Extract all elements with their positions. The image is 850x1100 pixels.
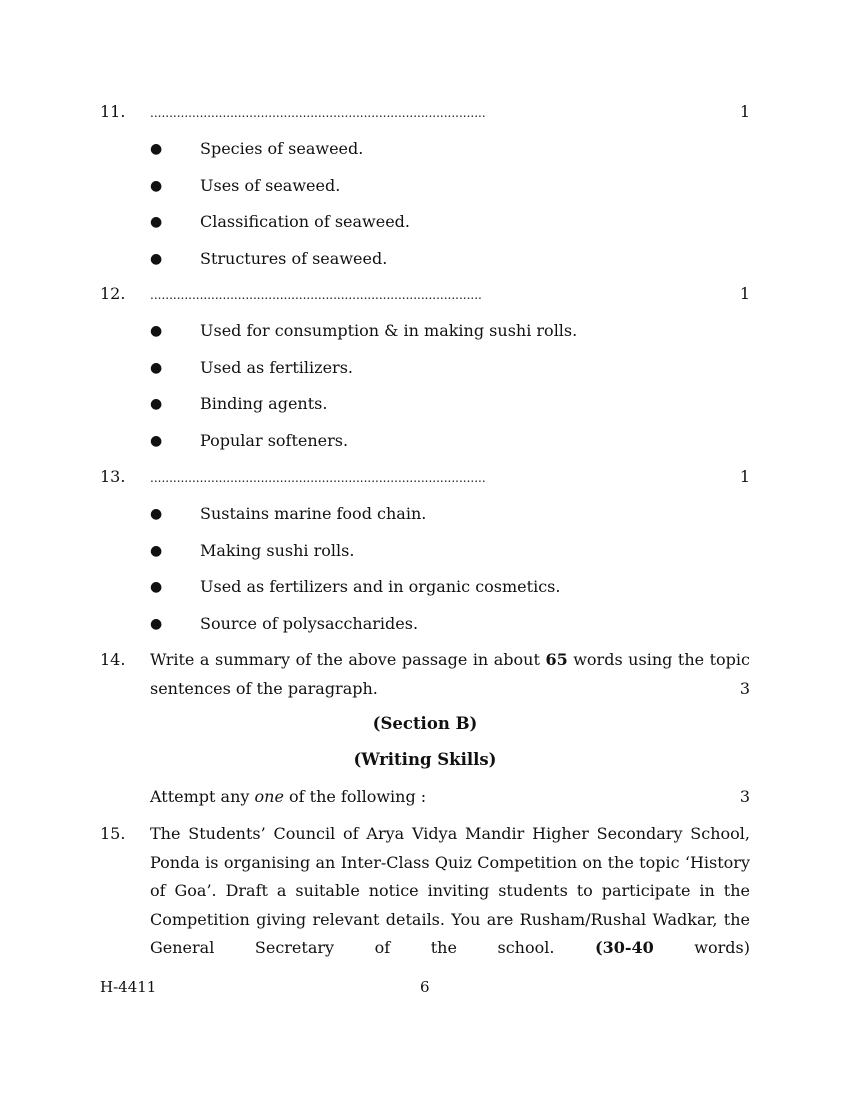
bullet-icon: ● xyxy=(150,542,163,559)
bullet-icon: ● xyxy=(150,396,163,412)
question-text-part: Write a summary of the above passage in about xyxy=(150,650,546,669)
bullet-icon: ● xyxy=(150,579,163,595)
bullet-icon: ● xyxy=(150,615,163,632)
question-number: 11. xyxy=(100,102,126,121)
bullet-icon: ● xyxy=(150,214,163,230)
bullet-icon: ● xyxy=(150,250,163,267)
answer-blank: ....................................................................................... xyxy=(150,288,482,302)
instruction-text: Attempt any one of the following : xyxy=(150,787,427,806)
options-list xyxy=(100,321,750,467)
option-text: Making sushi rolls. xyxy=(200,540,355,560)
option-item xyxy=(100,614,750,651)
section-subtitle: (Writing Skills) xyxy=(353,750,497,769)
answer-blank: ........................................................................................ xyxy=(150,106,486,120)
options-list xyxy=(100,504,750,650)
question-15 xyxy=(100,820,750,963)
bullet-icon: ● xyxy=(150,359,163,376)
option-item xyxy=(100,321,750,358)
option-text: Species of seaweed. xyxy=(200,139,364,158)
option-text: Used for consumption & in making sushi rolls. xyxy=(200,321,578,340)
question-13 xyxy=(100,467,750,650)
option-item xyxy=(100,541,750,578)
question-number: 13. xyxy=(100,467,126,486)
answer-blank: ........................................................................................ xyxy=(150,471,486,485)
bullet-icon: ● xyxy=(150,506,163,522)
question-number: 14. xyxy=(100,650,126,669)
option-text: Source of polysaccharides. xyxy=(200,613,419,633)
bullet-icon: ● xyxy=(150,177,163,194)
options-list xyxy=(100,139,750,285)
question-11 xyxy=(100,102,750,285)
option-item xyxy=(100,176,750,213)
bullet-icon: ● xyxy=(150,323,163,339)
option-text: Structures of seaweed. xyxy=(200,248,388,268)
question-text xyxy=(150,646,750,703)
option-item xyxy=(100,577,750,614)
option-item xyxy=(100,249,750,286)
marks: 1 xyxy=(739,467,750,486)
option-item xyxy=(100,139,750,176)
option-text: Popular softeners. xyxy=(200,430,349,450)
option-text: Binding agents. xyxy=(200,394,328,413)
marks: 3 xyxy=(739,678,750,698)
question-number: 12. xyxy=(100,284,126,303)
question-12 xyxy=(100,284,750,467)
question-text-part: words using the topic sentences of the paragraph. xyxy=(150,650,750,698)
option-text: Uses of seaweed. xyxy=(200,175,341,195)
bullet-icon: ● xyxy=(150,432,163,449)
marks: 1 xyxy=(739,102,750,121)
question-body: The Students’ Council of Arya Vidya Mandir Higher Secondary School, Ponda is organising an Inter-Class Quiz Competition on the topic ‘History of Goa’. Draft a suitable notice inviting students to participate in the Competition giving relevant details. You are Rusham/Rushal Wadkar, the General Secretary of the school. xyxy=(150,824,750,957)
question-14 xyxy=(100,646,750,703)
question-number: 15. xyxy=(100,824,126,843)
marks: 3 xyxy=(739,787,750,806)
question-text xyxy=(150,820,750,963)
page-number: 6 xyxy=(420,978,430,996)
paper-code: H-4411 xyxy=(100,978,157,996)
option-item xyxy=(100,358,750,395)
instruction xyxy=(100,787,750,811)
option-text: Classification of seaweed. xyxy=(200,212,410,231)
bullet-icon: ● xyxy=(150,141,163,157)
option-text: Used as fertilizers. xyxy=(200,357,353,377)
section-title: (Section B) xyxy=(372,714,478,733)
option-item xyxy=(100,394,750,431)
marks: 1 xyxy=(739,284,750,303)
option-text: Used as fertilizers and in organic cosmetics. xyxy=(200,577,561,596)
option-item xyxy=(100,431,750,468)
word-limit: (30-40 words) xyxy=(595,938,750,957)
option-item xyxy=(100,212,750,249)
word-count: 65 xyxy=(545,650,568,669)
option-text: Sustains marine food chain. xyxy=(200,504,427,523)
option-item xyxy=(100,504,750,541)
